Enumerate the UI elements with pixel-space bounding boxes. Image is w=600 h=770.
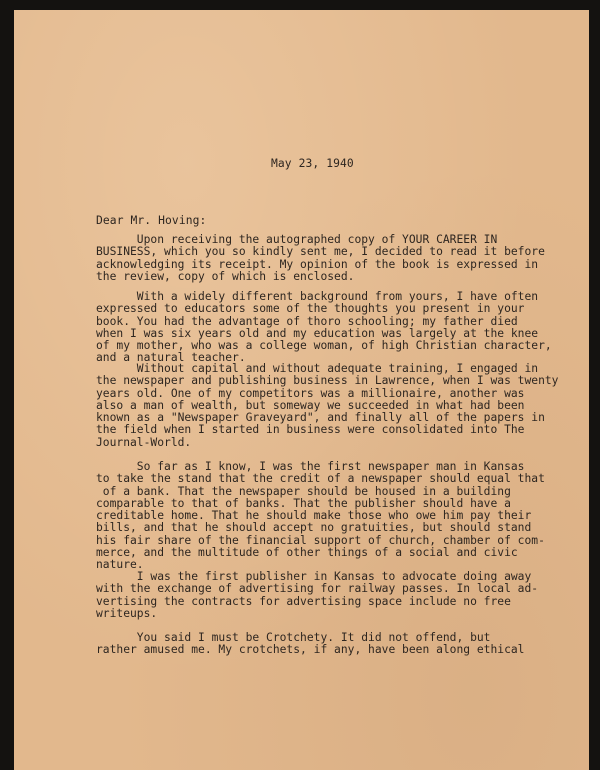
paragraph-2 — [96, 291, 566, 365]
text-line: the newspaper and publishing business in Lawrence, when I was twenty — [96, 374, 559, 388]
text-line: of a bank. That the newspaper should be housed in a building — [96, 484, 511, 498]
text-line: I was the first publisher in Kansas to advocate doing away — [96, 570, 532, 583]
text-line: comparable to that of banks. That the publisher should have a — [96, 496, 511, 510]
text-line: bills, and that he should accept no gratuities, but should stand — [96, 521, 532, 535]
text-line: BUSINESS, which you so kindly sent me, I decided to read it before — [96, 245, 545, 259]
text-line: Without capital and without adequate training, I engaged in — [96, 362, 539, 375]
letter-salutation: Dear Mr. Hoving: — [96, 214, 207, 227]
text-line: book. You had the advantage of thoro schooling; my father died — [96, 314, 518, 328]
text-line: expressed to educators some of the thoughts you present in your — [96, 302, 525, 316]
text-line: known as a "Newspaper Graveyard", and finally all of the papers in — [96, 411, 545, 425]
text-line: vertising the contracts for advertising space include no free — [96, 594, 511, 608]
text-line: and a natural teacher. — [96, 351, 246, 365]
text-line: So far as I know, I was the first newspaper man in Kansas — [96, 460, 525, 473]
paragraph-5 — [96, 571, 566, 620]
text-line: when I was six years old and my education was largely at the knee — [96, 326, 539, 340]
letter-date: May 23, 1940 — [271, 157, 354, 170]
paragraph-6 — [96, 632, 566, 657]
text-line: his fair share of the financial support of church, chamber of com- — [96, 533, 545, 547]
text-line: You said I must be Crotchety. It did not offend, but — [96, 631, 491, 644]
text-line: the field when I started in business were consolidated into The — [96, 423, 525, 437]
text-line: writeups. — [96, 606, 158, 620]
text-line: creditable home. That he should make those who owe him pay their — [96, 509, 532, 523]
text-line: nature. — [96, 558, 144, 572]
text-line: Upon receiving the autographed copy of YOUR CAREER IN — [96, 233, 498, 246]
paragraph-4 — [96, 461, 566, 572]
paragraph-1 — [96, 234, 566, 283]
text-line: years old. One of my competitors was a millionaire, another was — [96, 386, 525, 400]
text-line: to take the stand that the credit of a newspaper should equal that — [96, 472, 545, 486]
text-line: With a widely different background from yours, I have often — [96, 290, 539, 303]
paragraph-3 — [96, 363, 566, 449]
text-line: also a man of wealth, but someway we succeeded in what had been — [96, 398, 525, 412]
letter-page — [14, 10, 589, 770]
text-line: rather amused me. My crotchets, if any, have been along ethical — [96, 643, 525, 657]
text-line: merce, and the multitude of other things of a social and civic — [96, 546, 518, 560]
text-line: of my mother, who was a college woman, of high Christian character, — [96, 339, 552, 353]
text-line: with the exchange of advertising for railway passes. In local ad- — [96, 582, 539, 596]
text-line: the review, copy of which is enclosed. — [96, 269, 355, 283]
text-line: acknowledging its receipt. My opinion of the book is expressed in — [96, 257, 539, 271]
text-line: Journal-World. — [96, 435, 192, 449]
